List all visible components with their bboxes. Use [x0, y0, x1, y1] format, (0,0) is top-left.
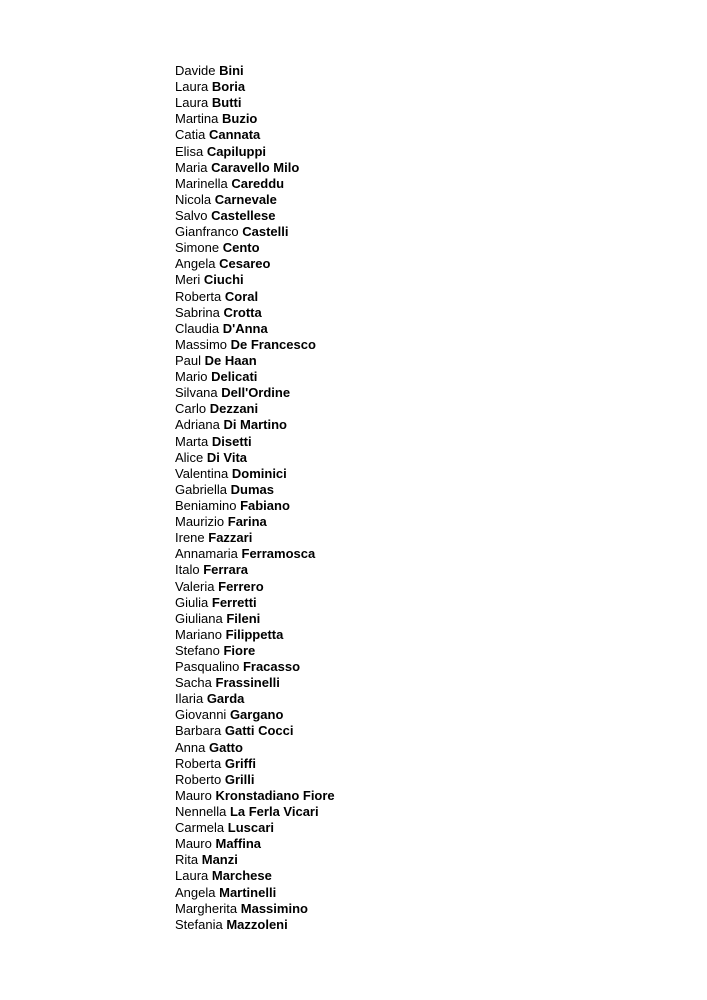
last-name: Castellese: [211, 207, 276, 223]
last-name: Fabiano: [240, 497, 290, 513]
first-name: Laura: [175, 79, 209, 95]
first-name: Angela: [175, 884, 216, 900]
first-name: Mariano: [175, 626, 222, 642]
first-name: Mario: [175, 369, 208, 385]
last-name: De Francesco: [230, 336, 316, 352]
first-name: Ilaria: [175, 691, 204, 707]
first-name: Martina: [175, 111, 219, 127]
first-name: Elisa: [175, 143, 204, 159]
list-item: [175, 820, 335, 836]
last-name: Martinelli: [219, 884, 277, 900]
list-item: [175, 788, 335, 804]
last-name: Delicati: [211, 369, 258, 385]
last-name: Gatti Cocci: [224, 723, 294, 739]
last-name: Capiluppi: [206, 143, 267, 159]
first-name: Adriana: [175, 417, 220, 433]
list-item: [175, 289, 335, 305]
last-name: Boria: [211, 79, 246, 95]
last-name: Butti: [211, 95, 242, 111]
last-name: Frassinelli: [215, 675, 280, 691]
list-item: [175, 417, 335, 433]
last-name: Ferrero: [218, 578, 264, 594]
first-name: Stefano: [175, 642, 220, 658]
last-name: La Ferla Vicari: [229, 804, 319, 820]
last-name: Caravello Milo: [211, 159, 300, 175]
list-item: [175, 240, 335, 256]
first-name: Roberta: [175, 755, 222, 771]
first-name: Massimo: [175, 336, 228, 352]
first-name: Sabrina: [175, 304, 220, 320]
list-item: [175, 176, 335, 192]
first-name: Rita: [175, 852, 199, 868]
name-list: [175, 63, 335, 933]
list-item: [175, 804, 335, 820]
last-name: Crotta: [223, 304, 262, 320]
first-name: Margherita: [175, 900, 238, 916]
list-item: [175, 208, 335, 224]
list-item: [175, 885, 335, 901]
first-name: Alice: [175, 449, 204, 465]
list-item: [175, 595, 335, 611]
last-name: Grilli: [224, 771, 255, 787]
last-name: Cento: [222, 240, 260, 256]
list-item: [175, 224, 335, 240]
last-name: Filippetta: [225, 626, 284, 642]
first-name: Maria: [175, 159, 208, 175]
list-item: [175, 627, 335, 643]
last-name: Ciuchi: [203, 272, 244, 288]
last-name: Farina: [227, 514, 267, 530]
last-name: Fracasso: [242, 659, 301, 675]
first-name: Sacha: [175, 675, 212, 691]
list-item: [175, 514, 335, 530]
first-name: Pasqualino: [175, 659, 240, 675]
last-name: Griffi: [224, 755, 256, 771]
first-name: Valeria: [175, 578, 215, 594]
list-item: [175, 144, 335, 160]
first-name: Maurizio: [175, 514, 225, 530]
list-item: [175, 675, 335, 691]
list-item: [175, 723, 335, 739]
last-name: Manzi: [201, 852, 238, 868]
last-name: Di Vita: [206, 449, 248, 465]
list-item: [175, 659, 335, 675]
first-name: Carmela: [175, 820, 225, 836]
last-name: Gargano: [229, 707, 284, 723]
last-name: Gatto: [209, 739, 243, 755]
first-name: Anna: [175, 739, 206, 755]
list-item: [175, 836, 335, 852]
first-name: Silvana: [175, 385, 218, 401]
list-item: [175, 450, 335, 466]
list-item: [175, 546, 335, 562]
list-item: [175, 691, 335, 707]
first-name: Marta: [175, 433, 209, 449]
list-item: [175, 707, 335, 723]
list-item: [175, 756, 335, 772]
list-item: [175, 562, 335, 578]
last-name: Fileni: [226, 610, 261, 626]
last-name: Fiore: [223, 642, 256, 658]
list-item: [175, 111, 335, 127]
list-item: [175, 160, 335, 176]
first-name: Roberto: [175, 771, 222, 787]
first-name: Catia: [175, 127, 206, 143]
list-item: [175, 79, 335, 95]
first-name: Nennella: [175, 804, 227, 820]
list-item: [175, 852, 335, 868]
last-name: Di Martino: [223, 417, 287, 433]
last-name: Ferrara: [203, 562, 249, 578]
first-name: Mauro: [175, 836, 212, 852]
last-name: Careddu: [231, 175, 285, 191]
first-name: Paul: [175, 352, 202, 368]
list-item: [175, 466, 335, 482]
list-item: [175, 63, 335, 79]
first-name: Laura: [175, 95, 209, 111]
first-name: Barbara: [175, 723, 222, 739]
first-name: Meri: [175, 272, 201, 288]
first-name: Laura: [175, 868, 209, 884]
list-item: [175, 643, 335, 659]
first-name: Giovanni: [175, 707, 227, 723]
first-name: Giuliana: [175, 610, 223, 626]
last-name: Marchese: [211, 868, 272, 884]
last-name: Cesareo: [219, 256, 271, 272]
first-name: Simone: [175, 240, 220, 256]
first-name: Claudia: [175, 320, 220, 336]
first-name: Valentina: [175, 465, 229, 481]
list-item: [175, 611, 335, 627]
list-item: [175, 192, 335, 208]
list-item: [175, 868, 335, 884]
first-name: Marinella: [175, 175, 228, 191]
last-name: Maffina: [215, 836, 261, 852]
last-name: Kronstadiano Fiore: [215, 787, 335, 803]
last-name: Coral: [224, 288, 259, 304]
first-name: Gabriella: [175, 481, 228, 497]
last-name: Disetti: [211, 433, 252, 449]
last-name: Dumas: [230, 481, 275, 497]
first-name: Angela: [175, 256, 216, 272]
last-name: Bini: [219, 63, 244, 78]
first-name: Carlo: [175, 401, 207, 417]
last-name: De Haan: [204, 352, 257, 368]
list-item: [175, 321, 335, 337]
first-name: Gianfranco: [175, 224, 239, 240]
last-name: Castelli: [242, 224, 289, 240]
first-name: Irene: [175, 530, 205, 546]
list-item: [175, 579, 335, 595]
last-name: Cannata: [208, 127, 261, 143]
first-name: Davide: [175, 63, 216, 78]
first-name: Nicola: [175, 191, 212, 207]
list-item: [175, 385, 335, 401]
first-name: Giulia: [175, 594, 209, 610]
last-name: Buzio: [221, 111, 258, 127]
list-item: [175, 498, 335, 514]
list-item: [175, 369, 335, 385]
last-name: Ferretti: [211, 594, 257, 610]
list-item: [175, 337, 335, 353]
last-name: Carnevale: [214, 191, 277, 207]
last-name: Mazzoleni: [226, 916, 288, 932]
first-name: Stefania: [175, 916, 223, 932]
list-item: [175, 353, 335, 369]
last-name: Luscari: [227, 820, 274, 836]
list-item: [175, 901, 335, 917]
list-item: [175, 530, 335, 546]
list-item: [175, 401, 335, 417]
list-item: [175, 434, 335, 450]
first-name: Salvo: [175, 207, 208, 223]
last-name: Ferramosca: [241, 546, 316, 562]
first-name: Roberta: [175, 288, 222, 304]
last-name: Fazzari: [208, 530, 253, 546]
list-item: [175, 740, 335, 756]
list-item: [175, 272, 335, 288]
last-name: Dell'Ordine: [221, 385, 291, 401]
list-item: [175, 305, 335, 321]
list-item: [175, 127, 335, 143]
last-name: D'Anna: [222, 320, 268, 336]
list-item: [175, 917, 335, 933]
list-item: [175, 95, 335, 111]
list-item: [175, 482, 335, 498]
first-name: Annamaria: [175, 546, 238, 562]
list-item: [175, 256, 335, 272]
last-name: Garda: [206, 691, 245, 707]
last-name: Dominici: [231, 465, 287, 481]
last-name: Massimino: [240, 900, 308, 916]
first-name: Italo: [175, 562, 200, 578]
list-item: [175, 772, 335, 788]
first-name: Beniamino: [175, 497, 237, 513]
last-name: Dezzani: [209, 401, 259, 417]
first-name: Mauro: [175, 787, 212, 803]
